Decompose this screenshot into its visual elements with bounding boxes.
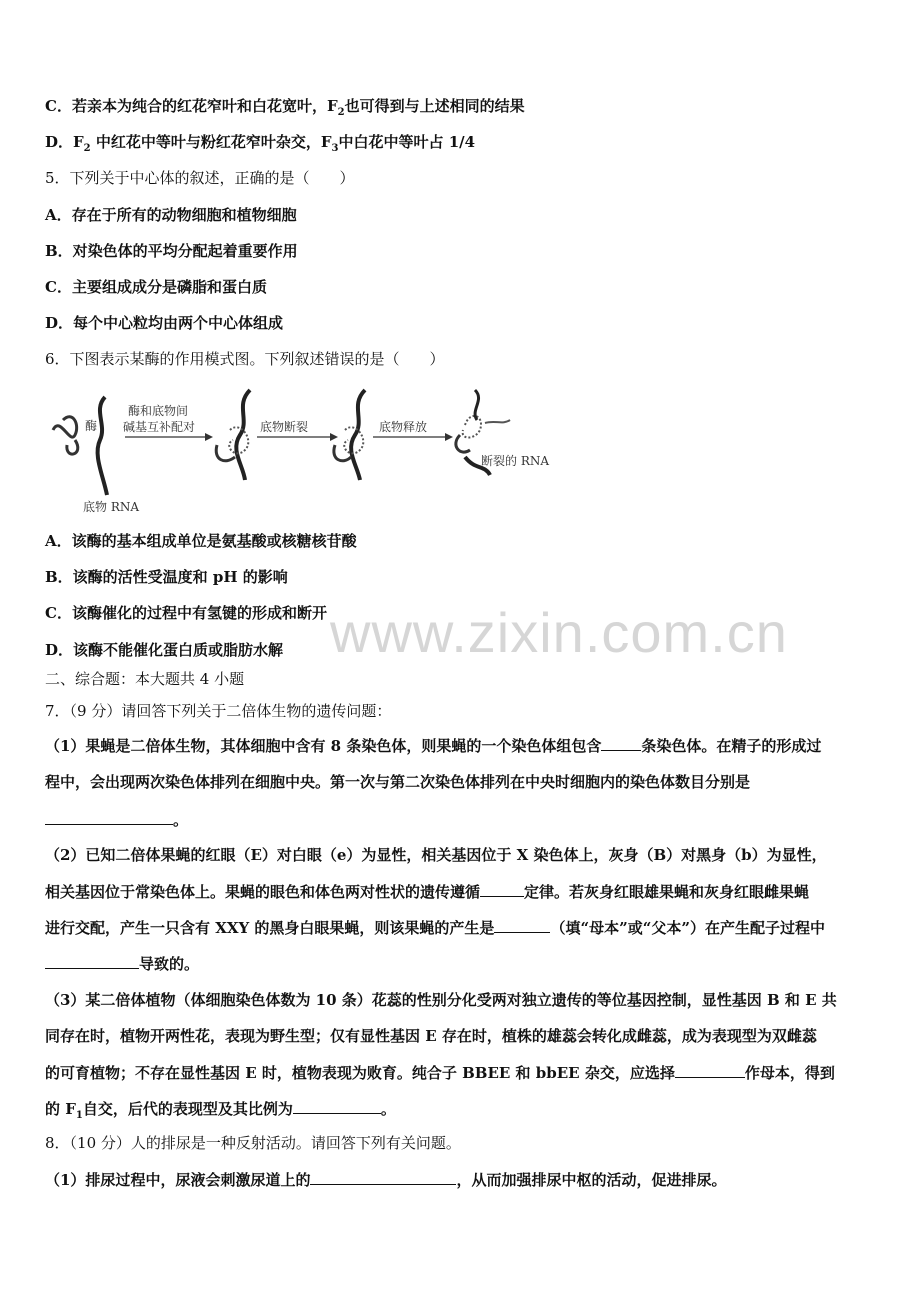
q6-stem: 6．下图表示某酶的作用模式图。下列叙述错误的是（ ） [45,350,445,368]
substrate-label: 底物 RNA [83,500,140,514]
text: （1）排尿过程中，尿液会刺激尿道上的 [45,1171,311,1189]
text: ，从而加强排尿中枢的活动，促进排尿。 [456,1171,727,1189]
subscript: 2 [337,107,345,118]
text: 进行交配，产生一只含有 XXY 的黑身白眼果蝇，则该果蝇的产生是 [45,919,495,937]
released-products [456,390,549,475]
answer-blank[interactable] [675,1062,745,1078]
text: 作母本，得到 [744,1064,835,1082]
watermark: www.zixin.com.cn [330,601,788,664]
text: 的可育植物；不存在显性基因 E 时，植物表现为败育。纯合子 BBEE 和 bbEE 杂交，应选择 [45,1064,675,1082]
answer-blank[interactable] [293,1098,381,1114]
q5-option-a: A．存在于所有的动物细胞和植物细胞 [45,206,297,224]
q7-part3-line1: （3）某二倍体植物（体细胞染色体数为 10 条）花蕊的性别分化受两对独立遗传的等位基因控制，显性基因 B 和 E 共 [45,991,837,1009]
text: 。 [173,811,189,829]
q7-stem: 7．（9 分）请回答下列关于二倍体生物的遗传问题： [45,702,392,720]
q7-part2-line1: （2）已知二倍体果蝇的红眼（E）对白眼（e）为显性，相关基因位于 X 染色体上，灰身（B）对黑身（b）为显性， [45,846,827,864]
q6-option-c: C．该酶催化的过程中有氢键的形成和断开 [45,604,327,622]
q7-part2-line4 [45,953,199,974]
q5-option-b: B．对染色体的平均分配起着重要作用 [45,242,298,260]
q6-option-a: A．该酶的基本组成单位是氨基酸或核糖核苷酸 [45,532,357,550]
q7-part3-line3 [45,1062,835,1083]
text: 条染色体。在精子的形成过 [641,737,822,755]
text: D．F [45,133,84,151]
cleaved-complex [334,390,365,480]
q8-part1 [45,1169,726,1190]
q5-option-d: D．每个中心粒均由两个中心体组成 [45,314,284,332]
subscript: 3 [331,143,339,154]
answer-blank[interactable] [45,953,139,969]
arrow-step-3 [373,419,453,441]
text: 定律。若灰身红眼雄果蝇和灰身红眼雌果蝇 [524,883,810,901]
text: 。 [380,1100,396,1118]
step1-label-line1: 酶和底物间 [128,404,189,418]
option-d-prev [45,132,475,159]
enzyme-and-substrate [53,397,139,514]
text: 相关基因位于常染色体上。果蝇的眼色和体色两对性状的遗传遵循 [45,883,481,901]
arrow-step-2 [257,419,338,441]
q7-part2-line3 [45,917,825,938]
answer-blank[interactable] [494,917,550,933]
subscript: 1 [75,1110,83,1121]
option-c-prev [45,96,525,123]
text: 也可得到与上述相同的结果 [344,97,525,115]
text: 的 F [45,1100,76,1118]
text: C．若亲本为纯合的红花窄叶和白花宽叶，F [45,97,338,115]
q5-option-c: C．主要组成成分是磷脂和蛋白质 [45,278,267,296]
q5-stem: 5．下列关于中心体的叙述，正确的是（ ） [45,169,355,187]
step2-label: 底物断裂 [260,420,309,434]
answer-blank[interactable] [45,809,173,825]
q7-part1-line1 [45,735,821,756]
text: 中白花中等叶占 1/4 [338,133,476,151]
text: （填“母本”或“父本”）在产生配子过程中 [550,919,825,937]
q7-part1-line2: 程中，会出现两次染色体排列在细胞中央。第一次与第二次染色体排列在中央时细胞内的染色体数目分别是 [45,773,751,791]
q6-option-d: D．该酶不能催化蛋白质或脂肪水解 [45,641,284,659]
text: 自交，后代的表现型及其比例为 [82,1100,293,1118]
q7-part3-line2: 同存在时，植物开两性花，表现为野生型；仅有显性基因 E 存在时，植株的雄蕊会转化成雌蕊，成为表现型为双雌蕊 [45,1027,817,1045]
enzyme-label: 酶 [85,419,98,433]
enzyme-mechanism-diagram [45,385,575,520]
q6-option-b: B．该酶的活性受温度和 pH 的影响 [45,568,288,586]
section-heading: 二、综合题：本大题共 4 小题 [45,670,245,688]
answer-blank[interactable] [480,881,524,897]
step1-label-line2: 碱基互补配对 [123,420,196,434]
subscript: 2 [83,143,91,154]
q7-part1-line3 [45,809,188,830]
text: 导致的。 [139,955,200,973]
paired-complex [216,390,250,480]
answer-blank[interactable] [310,1169,456,1185]
text: 中红花中等叶与粉红花窄叶杂交，F [90,133,332,151]
step3-label: 底物释放 [379,420,428,434]
q8-stem: 8．（10 分）人的排尿是一种反射活动。请回答下列有关问题。 [45,1134,461,1152]
q7-part3-line4 [45,1098,396,1126]
text: （1）果蝇是二倍体生物，其体细胞中含有 8 条染色体，则果蝇的一个染色体组包含 [45,737,602,755]
q7-part2-line2 [45,881,809,902]
answer-blank[interactable] [601,735,641,751]
arrow-step-1 [123,403,213,441]
product-label: 断裂的 RNA [481,454,550,468]
